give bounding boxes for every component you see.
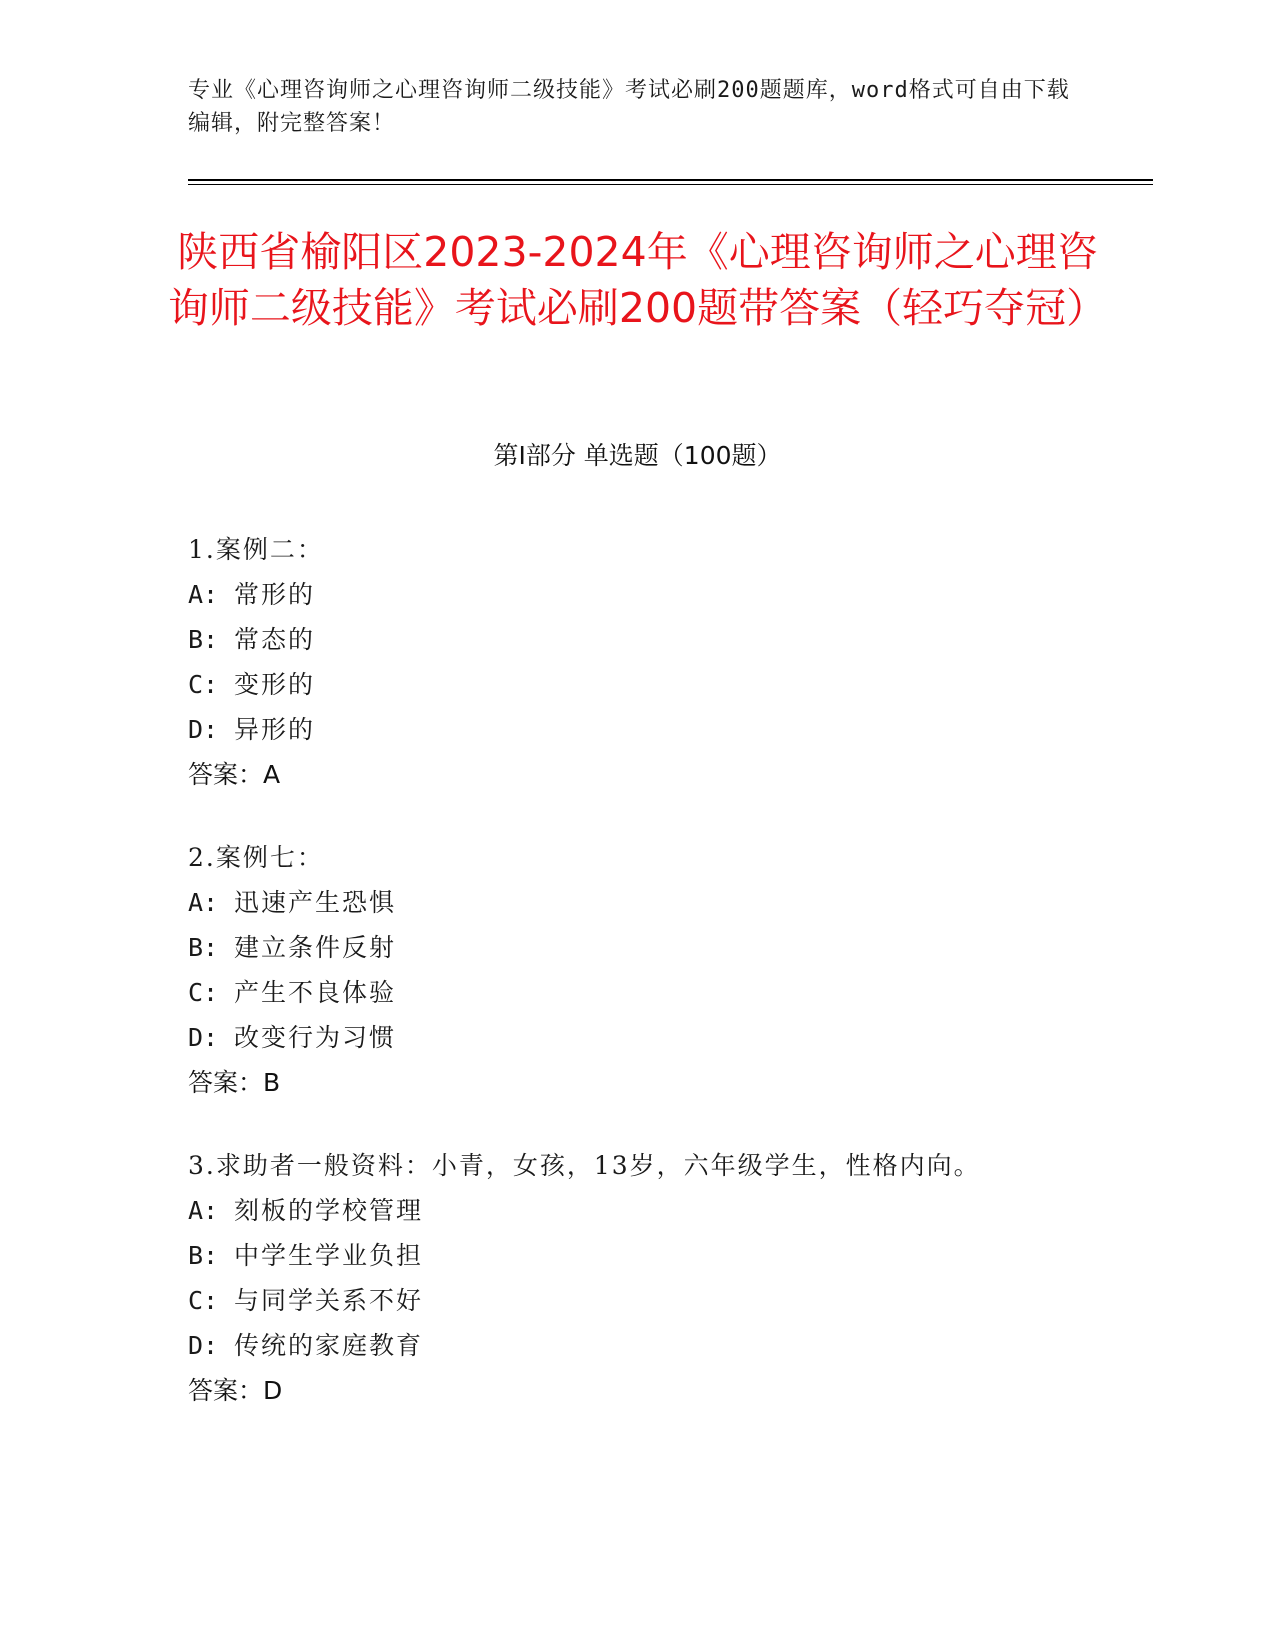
question-stem: 3.求助者一般资料：小青，女孩，13岁，六年级学生，性格内向。 <box>188 1151 981 1180</box>
option-text: 迅速产生恐惧 <box>234 888 397 917</box>
option-key: B: <box>188 933 219 962</box>
question-stem: 1.案例二： <box>188 535 324 564</box>
option-d <box>188 707 1088 752</box>
section-heading: 第I部分 单选题（100题） <box>493 441 782 470</box>
option-text: 变形的 <box>234 670 316 699</box>
option-text: 与同学关系不好 <box>234 1286 424 1315</box>
option-key: C: <box>188 978 219 1007</box>
option-b <box>188 617 1088 662</box>
option-key: A: <box>188 580 219 609</box>
option-text: 改变行为习惯 <box>234 1023 397 1052</box>
option-key: D: <box>188 715 219 744</box>
option-d <box>188 1015 1088 1060</box>
option-b <box>188 925 1088 970</box>
document-title: 陕西省榆阳区2023-2024年《心理咨询师之心理咨询师二级技能》考试必刷200题带答案（轻巧夺冠） <box>167 228 1108 332</box>
option-key: B: <box>188 1241 219 1270</box>
option-key: D: <box>188 1331 219 1360</box>
question-2 <box>188 835 1088 1105</box>
question-1 <box>188 527 1088 797</box>
option-a <box>188 880 1088 925</box>
question-stem: 2.案例七： <box>188 843 324 872</box>
question-3 <box>188 1143 1088 1413</box>
option-a <box>188 1188 1088 1233</box>
answer-line: 答案：D <box>188 1376 283 1405</box>
option-text: 产生不良体验 <box>234 978 397 1007</box>
option-text: 建立条件反射 <box>234 933 397 962</box>
option-key: C: <box>188 670 219 699</box>
option-text: 常态的 <box>234 625 316 654</box>
option-text: 常形的 <box>234 580 316 609</box>
option-c <box>188 1278 1088 1323</box>
option-key: B: <box>188 625 219 654</box>
header-divider-thin <box>188 184 1153 185</box>
option-c <box>188 662 1088 707</box>
option-c <box>188 970 1088 1015</box>
option-b <box>188 1233 1088 1278</box>
option-d <box>188 1323 1088 1368</box>
option-key: A: <box>188 888 219 917</box>
header-divider-thick <box>188 179 1153 181</box>
intro-text: 专业《心理咨询师之心理咨询师二级技能》考试必刷200题题库，word格式可自由下载编辑，附完整答案！ <box>188 78 1070 136</box>
option-text: 异形的 <box>234 715 316 744</box>
option-key: C: <box>188 1286 219 1315</box>
answer-line: 答案：B <box>188 1068 281 1097</box>
option-key: A: <box>188 1196 219 1225</box>
option-text: 中学生学业负担 <box>234 1241 424 1270</box>
option-text: 传统的家庭教育 <box>234 1331 424 1360</box>
question-list <box>188 527 1088 1451</box>
option-a <box>188 572 1088 617</box>
answer-line: 答案：A <box>188 760 281 789</box>
option-text: 刻板的学校管理 <box>234 1196 424 1225</box>
option-key: D: <box>188 1023 219 1052</box>
